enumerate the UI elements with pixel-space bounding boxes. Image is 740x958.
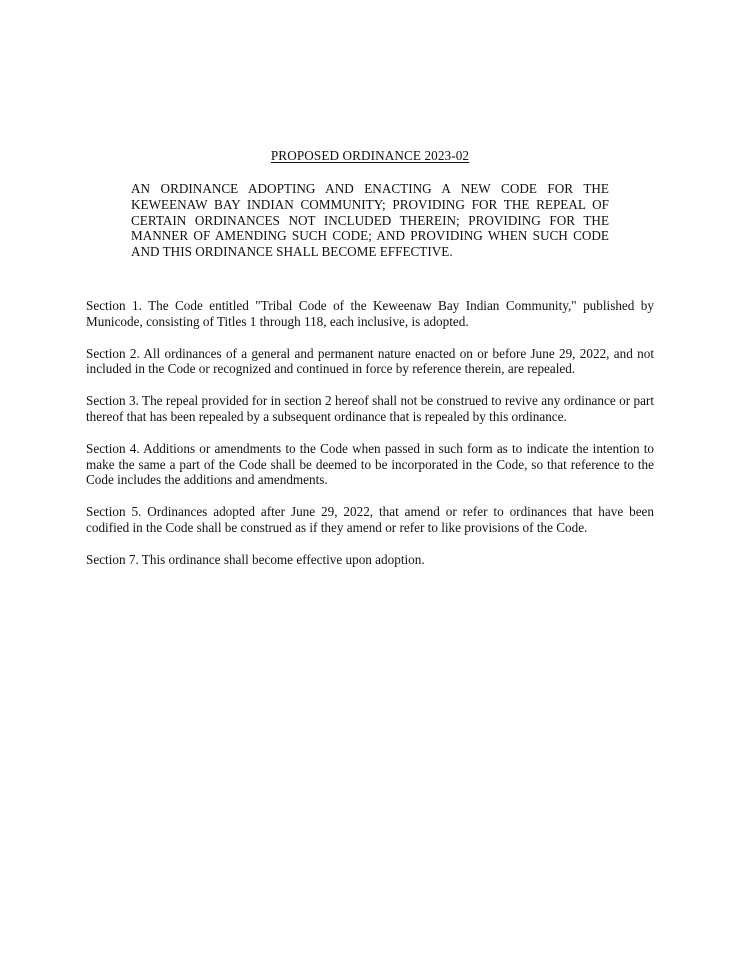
section-2: Section 2. All ordinances of a general and permanent nature enacted on or before June 29, 2022, and not included in the Code or recognized and continued in force by reference therein, are repealed. bbox=[86, 345, 654, 377]
section-4: Section 4. Additions or amendments to the Code when passed in such form as to indicate the intention to make the same a part of the Code shall be deemed to be incorporated in the Code, so that reference to the Code includes the additions and amendments. bbox=[86, 440, 654, 488]
sections-container bbox=[86, 298, 654, 584]
section-1: Section 1. The Code entitled "Tribal Code of the Keweenaw Bay Indian Community," published by Municode, consisting of Titles 1 through 118, each inclusive, is adopted. bbox=[86, 298, 654, 329]
ordinance-preamble: AN ORDINANCE ADOPTING AND ENACTING A NEW CODE FOR THE KEWEENAW BAY INDIAN COMMUNITY; PROVIDING FOR THE REPEAL OF CERTAIN ORDINANCES NOT INCLUDED THEREIN; PROVIDING FOR THE MANNER OF AMENDING SUCH CODE; AND PROVIDING WHEN SUCH CODE AND THIS ORDINANCE SHALL BECOME EFFECTIVE. bbox=[131, 181, 609, 260]
document-title: PROPOSED ORDINANCE 2023-02 bbox=[270, 148, 470, 163]
section-7: Section 7. This ordinance shall become effective upon adoption. bbox=[86, 551, 425, 567]
section-3: Section 3. The repeal provided for in section 2 hereof shall not be construed to revive any ordinance or part thereof that has been repealed by a subsequent ordinance that is repealed by this ordinance. bbox=[86, 393, 654, 424]
section-5: Section 5. Ordinances adopted after June 29, 2022, that amend or refer to ordinances that have been codified in the Code shall be construed as if they amend or refer to like provisions of the Code. bbox=[86, 504, 654, 535]
